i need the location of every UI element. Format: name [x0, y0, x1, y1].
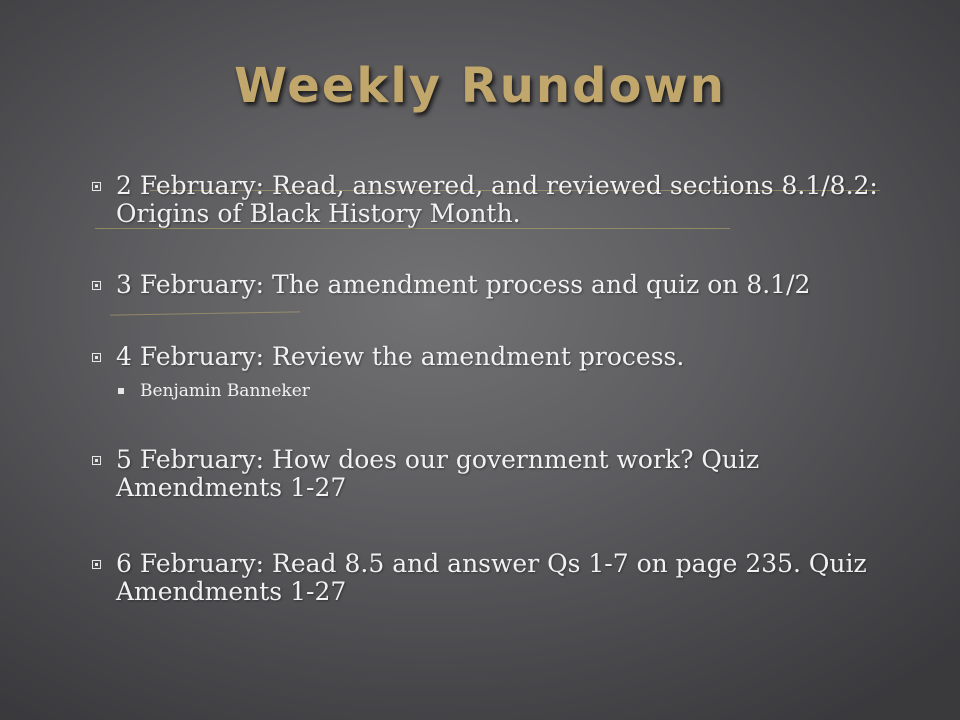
sub-list-item-text: Benjamin Banneker [140, 381, 310, 401]
bullet-list [90, 168, 880, 606]
bullet-icon [92, 560, 101, 569]
list-item [90, 271, 880, 299]
bullet-icon [92, 456, 101, 465]
list-item [90, 550, 880, 606]
sub-bullet-icon [118, 388, 124, 394]
list-item-text: 4 February: Review the amendment process. [116, 342, 685, 371]
list-item [90, 172, 880, 228]
list-item-text: 6 February: Read 8.5 and answer Qs 1-7 on page 235. Quiz Amendments 1-27 [116, 549, 867, 606]
list-item [90, 343, 880, 371]
list-item-text: 3 February: The amendment process and quiz on 8.1/2 [116, 270, 811, 299]
bullet-icon [92, 182, 101, 191]
list-item-text: 5 February: How does our government work? Quiz Amendments 1-27 [116, 445, 760, 502]
list-item [90, 446, 880, 502]
slide-title: Weekly Rundown [234, 58, 726, 114]
sub-list-item [116, 381, 880, 401]
bullet-icon [92, 281, 101, 290]
bullet-icon [92, 353, 101, 362]
list-item-text: 2 February: Read, answered, and reviewed sections 8.1/8.2: Origins of Black History Month. [116, 171, 878, 228]
